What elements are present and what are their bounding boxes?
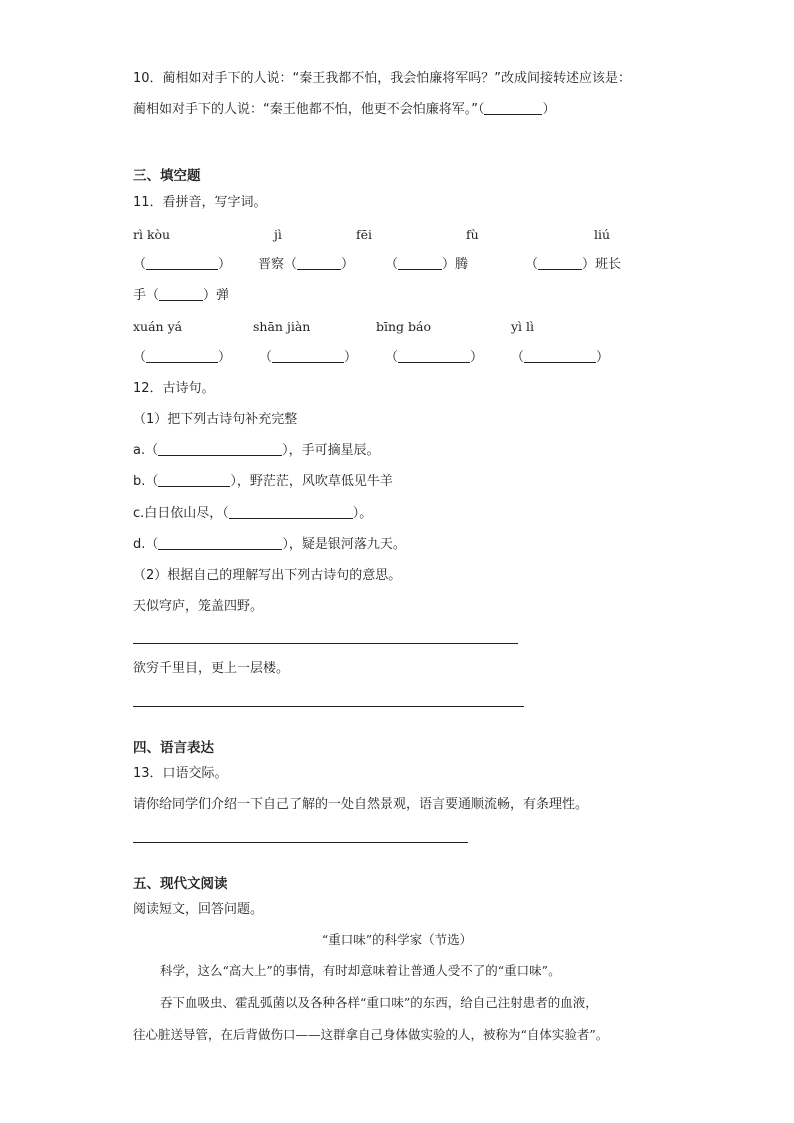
q11-blank-ji: 晋察（ ） [258, 257, 355, 272]
article-paragraph-2-line1: 吞下血吸虫、霍乱弧菌以及各种各样“重口味”的东西，给自己注射患者的血液， [160, 995, 598, 1010]
blank-bingbao[interactable] [398, 349, 470, 363]
q11-blank-liu: 手（ ）弹 [133, 288, 230, 303]
q10-line2 [133, 101, 556, 119]
blank-yili[interactable] [524, 349, 596, 363]
q12-poem1: 天似穹庐，笼盖四野。 [133, 599, 264, 614]
pinyin-bingbao: bīng báo [376, 319, 432, 334]
section4-title: 四、语言表达 [133, 740, 214, 756]
pinyin-fei: fēi [356, 227, 373, 242]
q11-blank-rikou: （ ） [133, 257, 232, 272]
article-paragraph-2-line2: 往心脏送导管，在后背做伤口——这群拿自己身体做实验的人，被称为“自体实验者”。 [133, 1027, 609, 1042]
q11-blank-shanjian: （ ） [259, 350, 358, 365]
section5-title: 五、现代文阅读 [133, 876, 228, 892]
q13-prompt: 请你给同学们介绍一下自己了解的一处自然景观，语言要通顺流畅，有条理性。 [133, 797, 589, 812]
poem-blank-d[interactable] [158, 536, 282, 550]
q12-title: 12．古诗句。 [133, 381, 215, 396]
q11-title: 11．看拼音，写字词。 [133, 195, 267, 210]
q12-sub2: （2）根据自己的理解写出下列古诗句的意思。 [133, 568, 402, 583]
q11-blank-bingbao: （ ） [385, 350, 484, 365]
q12-line-b: b.（ ），野茫茫，风吹草低见牛羊 [133, 474, 393, 489]
q12-sub1: （1）把下列古诗句补充完整 [133, 412, 298, 427]
q10-close-paren: ） [542, 102, 556, 117]
reading-instruction: 阅读短文，回答问题。 [133, 902, 264, 917]
blank-fu[interactable] [538, 256, 582, 270]
q12-line-c: c.白日依山尽，（ ）。 [133, 506, 373, 521]
q12-line-d: d.（ ），疑是银河落九天。 [133, 537, 406, 552]
pinyin-shanjian: shān jiàn [253, 319, 311, 334]
article-paragraph-1: 科学，这么“高大上”的事情，有时却意味着让普通人受不了的“重口味”。 [160, 963, 561, 978]
poem-blank-a[interactable] [158, 442, 282, 456]
pinyin-liu: liú [594, 227, 611, 242]
q13-title: 13．口语交际。 [133, 766, 228, 781]
blank-ji[interactable] [297, 256, 341, 270]
q12-poem2: 欲穷千里目，更上一层楼。 [133, 661, 290, 676]
pinyin-fu: fù [466, 227, 479, 242]
poem-blank-c[interactable] [229, 505, 353, 519]
q10-answer-blank[interactable] [484, 101, 542, 115]
answer-line-poem2[interactable] [133, 706, 524, 707]
pinyin-xuanya: xuán yá [133, 319, 183, 334]
q11-blank-fei: （ ）腾 [385, 257, 469, 272]
q11-blank-yili: （ ） [511, 350, 610, 365]
blank-fei[interactable] [398, 256, 442, 270]
pinyin-yili: yì lì [511, 319, 535, 334]
section3-title: 三、填空题 [133, 168, 201, 184]
blank-shanjian[interactable] [272, 349, 344, 363]
blank-rikou[interactable] [146, 256, 218, 270]
article-title: “重口味”的科学家（节选） [321, 932, 473, 947]
q10-line1: 10．蔺相如对手下的人说：“秦王我都不怕，我会怕廉将军吗？”改成间接转述应该是： [133, 71, 632, 86]
blank-liu[interactable] [159, 287, 203, 301]
pinyin-rikou: rì kòu [133, 227, 171, 242]
q11-blank-fu: （ ）班长 [525, 257, 622, 272]
q11-blank-xuanya: （ ） [133, 350, 232, 365]
answer-line-q13[interactable] [133, 842, 468, 843]
q12-line-a: a.（ ），手可摘星辰。 [133, 443, 380, 458]
poem-blank-b[interactable] [158, 473, 230, 487]
q10-line2-text: 蔺相如对手下的人说：“秦王他都不怕，他更不会怕廉将军。”（ [133, 102, 485, 117]
answer-line-poem1[interactable] [133, 643, 518, 644]
pinyin-ji: jì [274, 227, 282, 242]
blank-xuanya[interactable] [146, 349, 218, 363]
